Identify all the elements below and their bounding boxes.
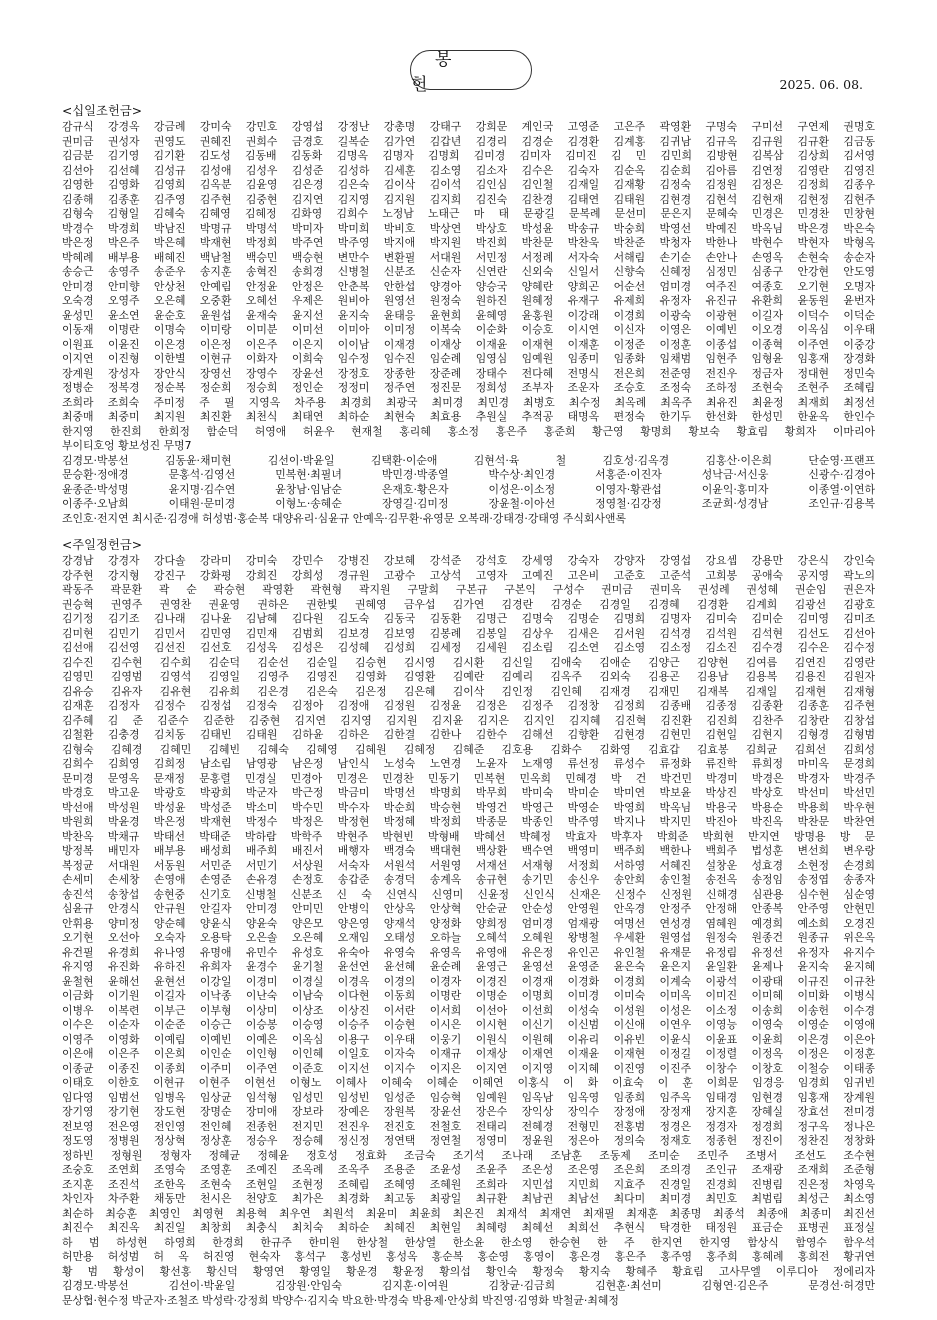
donor-row: 김주혜 김 준 김준수 김준한 김중현 김지연 김지영 김지원 김지윤 김지은 김지인 김지혜 김진혁 김진환 김진희 김찬주 김창란 김창섭 [62,713,875,727]
donor-row: 윤성민 윤소연 윤순호 윤원섭 윤재숙 윤지선 윤지숙 윤태응 윤현희 윤혜영 윤홍원 이강래 이경희 이광숙 이광현 이길자 이덕수 이덕순 [62,308,875,322]
donor-row: 김미현 김민기 김민서 김민영 김민재 김범희 김보경 김보영 김봉례 김봉일 김상우 김새은 김서원 김석경 김석원 김석현 김선도 김선아 [62,626,875,640]
donor-row: 이종주·오남희 이태원·문미경 이형노·송혜순 장영길·김미정 장윤철·이아선 정영철·김강정 조균희·성경남 조인규·김용복 [62,497,875,510]
donor-row: 이태호 이한호 이현규 이현주 이현선 이형노 이혜사 이혜숙 이혜순 이혜연 이홍식 이 화 이효숙 이 훈 이희문 임경응 임경희 임귀빈 [62,1076,875,1089]
title-badge [410,50,532,95]
donor-row: 유건필 유경희 유나영 유명애 유민수 유성호 유숙아 유영숙 유영옥 유영애 유은정 유인곤 유인철 유재문 유정림 유정선 유정자 유지수 [62,945,875,959]
donor-list [62,120,875,526]
donor-row: 이원표 이윤진 이은경 이은정 이은주 이은지 이이남 이재경 이재상 이재윤 이재현 이재훈 이정준 이정훈 이종섭 이종혁 이주연 이중강 [62,337,875,351]
offering-content [62,103,875,1308]
donor-row: 김형숙 김형일 김혜숙 김혜영 김혜정 김화영 김희수 노정남 노태근 마 태 문광길 문복례 문선미 문은지 문혜숙 민경은 민경찬 민창현 [62,207,875,220]
donor-row: 조숭호 조연희 조영숙 조영훈 조예진 조옥례 조옥주 조용준 조윤성 조윤주 조은성 조은영 조은희 조의경 조인규 조재광 조재희 조준형 [62,1163,875,1176]
donor-row: 문승환·정애경 문홍석·김영선 민복현·최필녀 박민경·박종열 박수상·최인경 서홍준·이진자 성낙금·서신웅 신광수·김경아 [62,468,875,481]
donor-row: 김형숙 김혜경 김혜민 김혜빈 김혜숙 김혜영 김혜원 김혜정 김혜준 김호용 김화수 김화영 김효갑 김효봉 김희균 김희선 김희성 [62,742,875,756]
donor-row: 이은애 이은주 이은희 이인순 이인형 이인혜 이일호 이자숙 이재규 이재상 이재연 이재윤 이재현 이정길 이정렬 이정옥 이정은 이정훈 [62,1047,875,1060]
donor-row: 김경모·박봉선 김동윤·채미현 김선이·박윤일 김택환·이순애 김현석·육 철 김호성·김옥경 김홍산·이은희 단순영·프랜프 [62,453,875,467]
donor-row: 감규식 강경옥 강금례 강미숙 강민호 강영섭 강정난 강총명 강태구 강희문 계인국 고영준 고은주 곽영환 구명숙 구미선 구연제 권명호 [62,120,875,133]
date-label: 2025. 06. 08. [779,77,863,92]
donor-row: 박경수 박경희 박남진 박명규 박명석 박미자 박미희 박비호 박상연 박상호 박성윤 박송규 박숭희 박영선 박예진 박옥님 박은경 박은숙 [62,221,875,235]
donor-row: 김영민 김영범 김영석 김영일 김영주 김영진 김영화 김영환 김예란 김예리 김옥주 김외숙 김용곤 김용남 김용복 김용진 김원자 [62,670,875,683]
donor-row: 조인호·전지연 최시준·김경애 허성범·홍순복 대양유리·심윤규 안예옥·김무환·유영문 오복래·강태경·강태영 주식회사앤록 [62,511,626,525]
donor-row: 임다영 임범선 임병옥 임상균 임석형 임성민 임성빈 임성준 임승혁 임예원 임옥남 임옥영 임종희 임주옥 임태경 임현경 임홍재 장계원 [62,1090,875,1104]
page-title: 봉 헌 [410,50,532,90]
donor-row: 박찬옥 박채규 박태선 박태준 박하람 박학주 박현주 박현빈 박형배 박혜선 박혜정 박효자 박후자 박희준 박희현 반지연 방명용 방 문 [62,829,875,843]
donor-row: 김선애 김선영 김선진 김선호 김성옥 김성은 김성혜 김성희 김세정 김세원 김소림 김소연 김소영 김소정 김소진 김수경 김수은 김수정 [62,641,875,654]
donor-row: 하 범 하성현 하영희 한경희 한규주 한미원 한상철 한상열 한소윤 한소영 한승현 한 주 한지연 한지영 함상식 함영수 함우석 [62,1235,875,1249]
donor-row: 허만용 허성범 허 옥 허진영 현숙자 홍석구 홍성빈 홍성옥 홍순복 홍순영 홍영이 홍은경 홍은주 홍주영 홍주희 홍혜례 홍희전 황귀연 [62,1250,875,1263]
donor-row: 권승혁 권영주 권영찬 권윤영 권하은 권한빛 권혜영 금우섭 김가연 김경란 김경순 김경일 김경혜 김경환 김계희 김광선 김광호 [62,597,875,611]
donor-row: 김재훈 김정자 김정수 김정섭 김정숙 김정아 김정애 김정원 김정윤 김정은 김정주 김정창 김정희 김종배 김종정 김종환 김종훈 김주현 [62,699,875,712]
donor-row: 조지훈 조진석 조한옥 조현숙 조현일 조현정 조혜림 조혜영 조혜원 조희라 지민섭 지민희 지효주 진경일 진경희 진병림 진은정 차영욱 [62,1177,875,1191]
donor-row: 박선애 박성원 박성윤 박성준 박소미 박수민 박수자 박순희 박승현 박영건 박영근 박영순 박영희 박옥님 박용국 박용순 박용희 박우현 [62,800,875,814]
donor-row: 송진석 송창섭 송현중 신기호 신병철 신분조 신 숙 신연식 신영미 신윤정 신인식 신재은 신정수 신정원 신해경 심관용 심수현 심순영 [62,887,875,901]
donor-row: 김선아 김선혜 김성규 김성애 김성우 김성준 김성하 김세훈 김소영 김소자 김수은 김숙자 김순옥 김순희 김아름 김연정 김영란 김영진 [62,163,875,177]
donor-list [62,554,875,1308]
donor-row: 부이티호엉 황보성진 무명7 [62,439,192,452]
donor-row: 문상협·현수정 박군자·조철조 박성락·강정희 박양수·김지숙 박요한·박경숙 박용제·안상희 박진영·김영화 박철균·최혜정 [62,1293,619,1307]
donor-row: 김철환 김충경 김치동 김태빈 김태원 김하윤 김하은 김한결 김한나 김한수 김해선 김향환 김현경 김현민 김현일 김현지 김형경 김형범 [62,728,875,741]
donor-row: 박경호 박고운 박광호 박광희 박군자 박근정 박금미 박명선 박명희 박무희 박미숙 박미순 박미연 박보윤 박상진 박상호 박선미 박선민 [62,786,875,799]
donor-row: 정하빈 정형원 정형자 정혜균 정혜윤 정호성 정효화 조금숙 조기석 조나래 조남훈 조동제 조미순 조민주 조병서 조선도 조수현 [62,1148,875,1162]
donor-row: 윤종준·박성명 윤지명·김수연 윤창남·임남순 은재호·황은자 이성은·이소정 이영자·황관섭 이윤익·홍미자 이종열·이연하 [62,482,875,496]
donor-row: 강경남 강경자 강다솔 강라미 강미숙 강민수 강병진 강보혜 강석준 강석호 강세영 강숙자 강양자 강영섭 강요셉 강용만 강은식 강인숙 [62,554,875,567]
donor-row: 한지영 한진희 한희정 함순덕 허영애 허윤우 현재철 홍리혜 홍소정 홍은주 홍준희 황근영 황명희 황보숙 황효림 황희자 이마리아 [62,424,875,438]
section-title: <십일조헌금> [62,104,143,118]
donor-row: 유지영 유진화 유하진 유희자 윤경수 윤기철 윤선연 윤선혜 윤순례 윤영근 윤영선 윤영준 윤은숙 윤은지 윤일환 윤제나 윤지숙 윤지혜 [62,960,875,973]
donor-row: 문미경 문영옥 문재정 문홍렬 민경실 민경아 민경은 민경찬 민동기 민복현 민옥희 민혜경 박 건 박건민 박경미 박경은 박경자 박경주 [62,771,875,785]
donor-row: 박원희 박윤경 박은정 박재현 박정수 박정은 박정현 박정혜 박정희 박종문 박종인 박주영 박지나 박지민 박진아 박진옥 박찬문 박찬연 [62,815,875,828]
donor-row: 조희라 조희숙 주미정 주 필 지영옥 차주용 최경희 최광국 최미경 최민경 최병호 최수정 최옥례 최옥주 최유진 최윤정 최재희 최정선 [62,395,875,409]
donor-row: 오숙경 오영주 오은혜 오중환 오혜선 우제은 원비아 원영선 원정숙 원하진 원혜정 유재구 유제희 유정자 유진규 유환희 윤동원 윤번자 [62,294,875,307]
donor-row: 김금분 김기영 김기환 김도성 김동배 김동화 김명옥 김명자 김명희 김미경 김미자 김미진 김 민 김민희 김방현 김복삼 김상희 김서영 [62,149,875,162]
donor-row: 권미금 권성자 권영도 권혜진 권희수 금경호 길복순 김가연 김갑년 김경리 김경순 김경환 김계홍 김귀남 김규옥 김규원 김규환 김금동 [62,134,875,148]
donor-row: 전보영 전은영 전인영 전인혜 전종헌 전지민 전진우 전진호 전철호 전태리 전혜경 전형민 전홍범 정경은 정경자 정경희 정구옥 정나은 [62,1119,875,1133]
donor-row: 곽동주 곽문환 곽 순 곽승현 곽영환 곽현형 곽지원 구말희 구본규 구본익 구성수 권미금 권미옥 권성례 권성혜 권순임 권은자 [62,583,875,596]
donor-row: 박혜례 배부용 배혜진 백남철 백승민 백승현 변만수 변환필 서대원 서민정 서정례 서자숙 서해림 손기순 손안나 손영옥 손현숙 송순자 [62,250,875,264]
donor-row: 손세미 손세창 손영애 손영준 손유경 손정호 송갑준 송경덕 송계옥 송규현 송기민 송신우 송안희 송인철 송전옥 송정임 송정엽 송종자 [62,873,875,886]
donor-row: 안휘용 양미정 양순혜 양윤식 양윤숙 양은모 양은영 양재석 양정화 양희정 엄미경 엄재광 여명선 연성경 염혜원 예경희 예소희 오경진 [62,916,875,930]
donor-row: 김영한 김영화 김영희 김옥분 김윤영 김은경 김은숙 김이삭 김이석 김인심 김인철 김재일 김재황 김정숙 김정원 김정은 김정희 김종우 [62,178,875,191]
donor-row: 이동재 이명란 이명숙 이미랑 이미분 이미선 이미아 이미정 이복숙 이순화 이승호 이시연 이신자 이영은 이예빈 이오경 이옥심 이우태 [62,323,875,336]
donor-row: 강주현 강지형 강진구 강화평 강희진 강희성 경규원 고광수 고상석 고영자 고예진 고은비 고준호 고준석 고희봉 공애숙 공지영 곽노의 [62,568,875,582]
donor-row: 차인자 차주환 채동만 천시은 천양호 최가은 최경화 최고동 최광일 최규환 최남귄 최남선 최다미 최미경 최민호 최범림 최성근 최소영 [62,1192,875,1205]
donor-row: 김유승 김유자 김유현 김유희 김은경 김은숙 김은정 김은혜 김이삭 김인정 김인혜 김재경 김재민 김재복 김재일 김재현 김재형 [62,684,875,698]
donor-row: 장기영 장기현 장도현 장명순 장미애 장보라 장예은 장원복 장윤선 장은수 장익상 장익수 장정애 장정재 장지훈 장혜실 장효선 전미경 [62,1105,875,1118]
donor-row: 이영주 이영화 이예림 이예빈 이예은 이옥심 이용구 이우태 이웅기 이원식 이원혜 이유리 이유빈 이윤식 이윤표 이윤희 이은경 이은아 [62,1032,875,1046]
donor-row: 김경모·박봉선 김선이·박윤일 김장원·안임숙 김지훈·이여원 김창균·김금희 김현훈·최선미 김형연·김은주 문경선·허경만 [62,1279,875,1292]
donor-row: 장계원 장성자 장안식 장영선 장영수 장윤선 장정호 장종한 장준례 장태수 전다혜 전명식 전은희 전준영 전진우 정금자 정대현 정민숙 [62,366,875,380]
donor-row: 이종균 이종진 이종희 이주미 이주연 이준호 이지선 이지수 이지은 이지연 이지영 이지혜 이진영 이진주 이창수 이창호 이철승 이태종 [62,1061,875,1075]
donor-row: 김기정 김기조 김나래 김나윤 김남혜 김다원 김도숙 김동국 김동환 김명근 김명숙 김명순 김명희 김명자 김미숙 김미순 김미영 김미조 [62,612,875,625]
donor-row: 최진수 최진옥 최진일 최창희 최충식 최치숙 최하순 최혜진 최현일 최혜령 최혜선 최희선 추현식 탁경한 태정원 표금순 표병권 표정실 [62,1221,875,1234]
donor-row: 안미경 안미향 안상천 안예림 안정윤 안정은 안춘복 안한섭 양경아 양승국 양혜란 양희곤 어순선 엄미경 여주진 여종호 오기현 오명자 [62,279,875,293]
donor-row: 오기현 오선아 오숙자 오용탁 오은솔 오은혜 오재임 오태성 오하늘 오혜석 오혜원 왕병철 우세환 원영섭 원정숙 원종건 원종규 위은옥 [62,931,875,944]
donor-row: 윤철현 윤해선 윤현선 이강일 이경미 이경실 이경옥 이경의 이경자 이경진 이경재 이경화 이경희 이계숙 이광석 이광태 이규진 이규찬 [62,974,875,988]
donor-row: 이지연 이진형 이한별 이현규 이화자 이희숙 임수정 임수진 임순례 임영심 임예원 임종미 임종화 임채범 임현주 임형윤 임홍재 장경화 [62,352,875,365]
section-title: <주일정헌금> [62,538,143,552]
donor-row: 심윤규 안경식 안규원 안길자 안미경 안미민 안병익 안상옥 안상혁 안순균 안순성 안영원 안옥경 안정주 안정해 안종복 안주영 안현민 [62,902,875,915]
donor-row: 방정복 배민자 배부용 배성희 배주희 배진서 배행자 백경숙 백대현 백상환 백수연 백영미 백주희 백한나 백희주 법성훈 변선희 변우랑 [62,844,875,857]
donor-row: 이병우 이복련 이부근 이부형 이상미 이상조 이상진 이서란 이서희 이선아 이선희 이성숙 이성원 이성은 이소정 이송희 이송헌 이수경 [62,1003,875,1017]
donor-row: 김수진 김수현 김수희 김순덕 김순선 김순일 김승현 김시영 김시환 김신일 김애숙 김애순 김양근 김양현 김여름 김연진 김영란 [62,655,875,669]
donor-row: 김희수 김희영 김희정 남소림 남영광 남은정 남인식 노성숙 노연경 노윤자 노재영 류선정 류성수 류정화 류진학 류희정 마미옥 문경희 [62,757,875,770]
donor-row: 최순하 최승훈 최영인 최영현 최용혁 최우연 최원석 최윤미 최윤희 최은진 최재석 최재연 최재필 최재훈 최종명 최종석 최종애 최종미 최진선 [62,1206,875,1220]
donor-row: 정도영 정병원 정상혁 정상훈 정승우 정승혜 정신정 정연택 정연철 정영미 정윤원 정은아 정의숙 정재호 정종헌 정진이 정찬진 정창화 [62,1134,875,1147]
donor-row: 박은정 박은주 박은혜 박재현 박정희 박주연 박주영 박지애 박지원 박진희 박찬문 박찬욱 박찬준 박청자 박한나 박현수 박현자 박형옥 [62,236,875,249]
donor-row: 송승근 송영주 송준우 송지훈 송혁진 송희경 신병철 신분조 신순자 신연란 신외숙 신일서 신향숙 신혜정 심정민 심종구 안강현 안도영 [62,265,875,278]
donor-row: 김종해 김종훈 김주영 김주현 김중현 김지연 김지영 김지원 김지희 김진숙 김찬경 김태연 김태원 김현경 김현석 김현재 김현정 김현주 [62,192,875,206]
donor-row: 복정균 서대원 서동원 서민준 서민기 서상원 서숙자 서원석 서원영 서재선 서재형 서정희 서하영 서혜진 설창운 성효경 소현정 손경희 [62,858,875,872]
donor-row: 최중매 최중미 최지원 최진환 최천식 최태연 최하순 최현숙 최효용 추원실 추적공 태명옥 편정숙 한기두 한선화 한성민 한윤옥 한인수 [62,410,875,423]
donor-row: 이금화 이기원 이길자 이낙종 이난숙 이남숙 이다현 이동희 이명란 이명순 이명희 이미경 이미숙 이미옥 이미진 이미혜 이미화 이병식 [62,989,875,1002]
donor-row: 정병순 정복경 정순복 정순희 정승희 정인순 정정미 정주연 정진문 정희성 조부자 조운자 조승호 조정숙 조하정 조현숙 조현주 조혜림 [62,381,875,394]
section-gap [62,526,875,537]
donor-row: 황 범 황성이 황선홍 황신덕 황영연 황영일 황운경 황윤정 황의섭 황인숙 황정숙 황지숙 황혜주 황효림 고사무엘 이루디아 정에리자 [62,1264,875,1278]
donor-row: 이수은 이순자 이순준 이승근 이승봉 이승영 이승주 이승현 이시은 이시현 이신기 이신범 이신애 이연우 이영능 이영숙 이영순 이영애 [62,1018,875,1031]
